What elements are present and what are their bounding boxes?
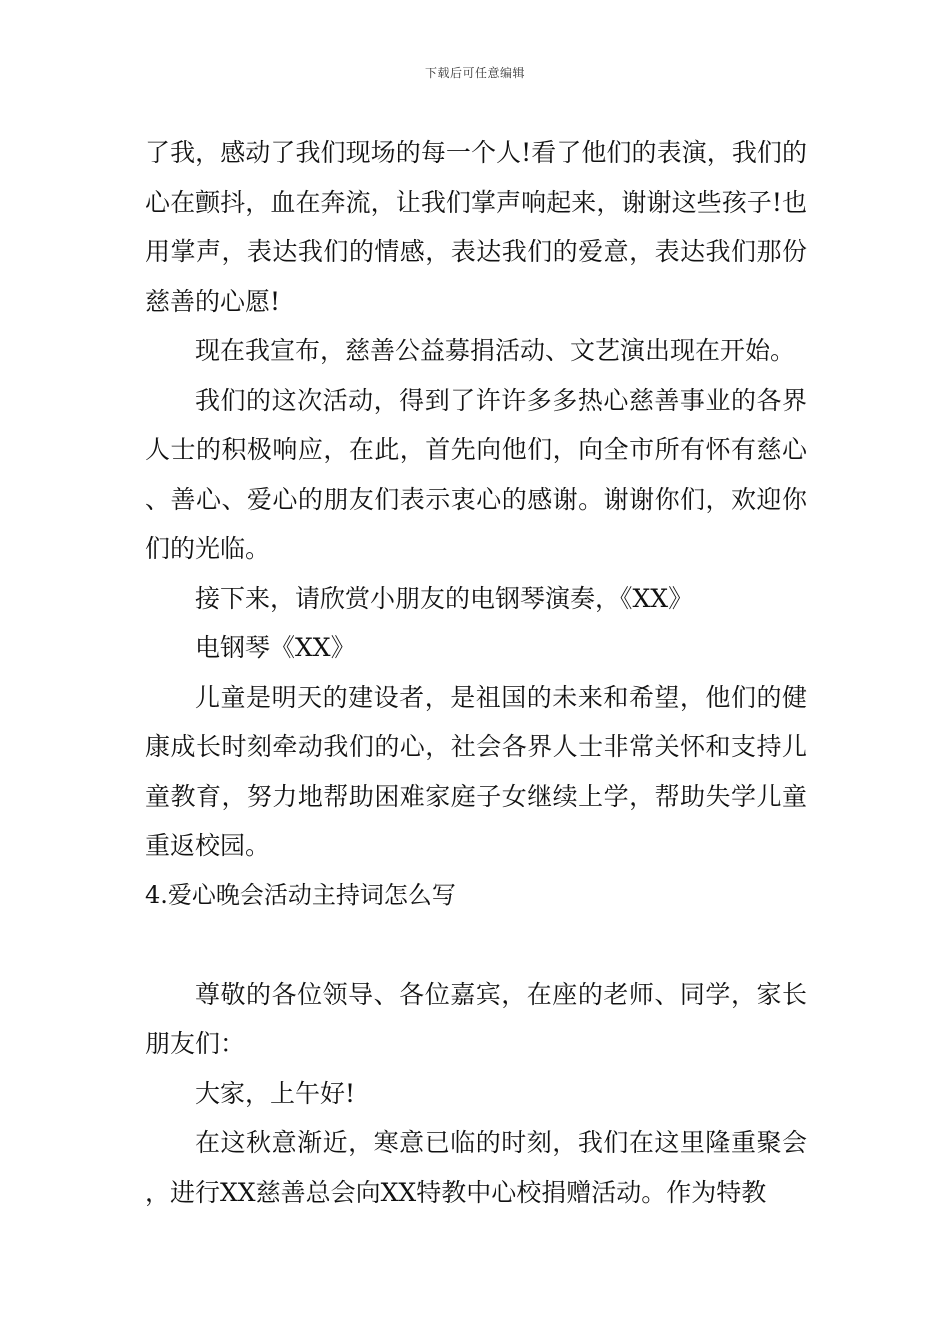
paragraph-announcement: 现在我宣布，慈善公益募捐活动、文艺演出现在开始。 [195, 336, 796, 365]
section-heading: 4.爱心晚会活动主持词怎么写 [145, 880, 456, 909]
paragraph-greeting-address: 尊敬的各位领导、各位嘉宾，在座的老师、同学，家长朋友们： [145, 979, 807, 1058]
paragraph-good-morning: 大家，上午好! [195, 1078, 356, 1108]
paragraph-program-title: 电钢琴《XX》 [195, 633, 356, 662]
paragraph-performance-thanks: 了我，感动了我们现场的每一个人!看了他们的表演，我们的心在颤抖，血在奔流，让我们掌声响起来，谢谢这些孩子!也用掌声，表达我们的情感，表达我们的爱意，表达我们那份慈善的心愿! [145, 138, 807, 316]
paragraph-gratitude: 我们的这次活动，得到了许许多多热心慈善事业的各界人士的积极响应，在此，首先向他们，向全市所有怀有慈心、善心、爱心的朋友们表示衷心的感谢。谢谢你们，欢迎你们的光临。 [145, 385, 807, 563]
paragraph-children-future: 儿童是明天的建设者，是祖国的未来和希望，他们的健康成长时刻牵动我们的心，社会各界人士非常关怀和支持儿童教育，努力地帮助困难家庭子女继续上学，帮助失学儿童重返校园。 [145, 682, 807, 860]
document-body [145, 128, 807, 1217]
paragraph-autumn-gathering: 在这秋意渐近，寒意已临的时刻，我们在这里隆重聚会，进行XX慈善总会向XX特教中心校捐赠活动。作为特教 [145, 1128, 807, 1207]
blank-line [145, 920, 807, 970]
paragraph-next-performance: 接下来，请欣赏小朋友的电钢琴演奏，《XX》 [195, 583, 694, 613]
page-header: 下载后可任意编辑 [424, 66, 525, 80]
